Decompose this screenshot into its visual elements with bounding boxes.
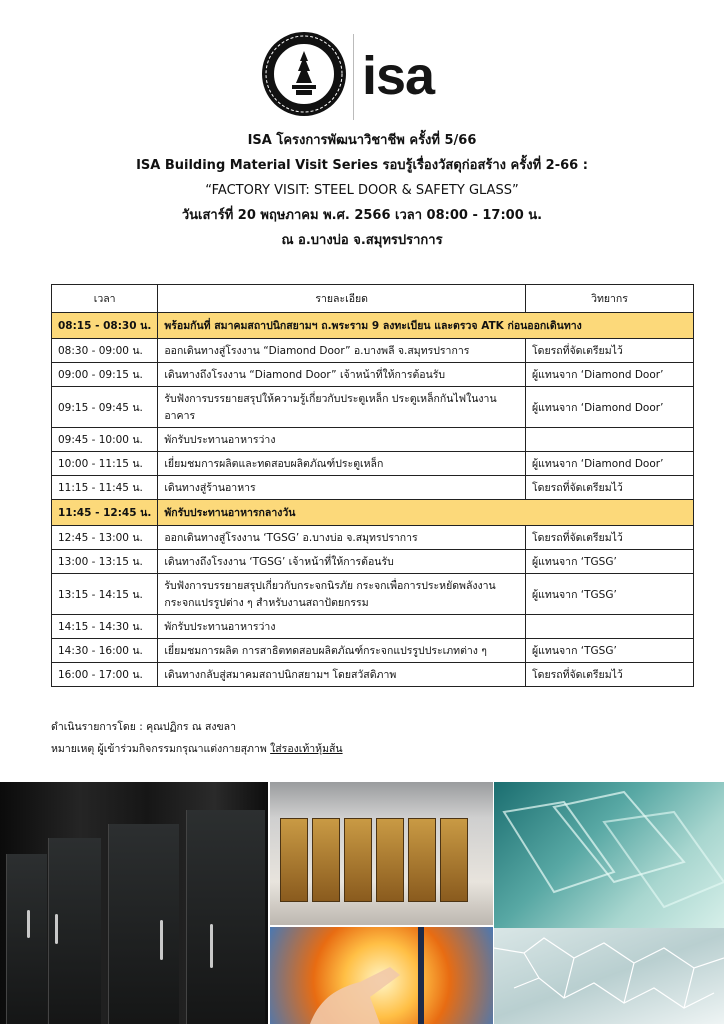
row-detail: เดินทางถึงโรงงาน “Diamond Door” เจ้าหน้าที่ให้การต้อนรับ bbox=[158, 363, 526, 387]
display-door bbox=[280, 818, 308, 902]
row-time: 16:00 - 17:00 น. bbox=[52, 663, 158, 687]
row-time: 13:00 - 13:15 น. bbox=[52, 550, 158, 574]
row-time: 10:00 - 11:15 น. bbox=[52, 452, 158, 476]
row-detail: พักรับประทานอาหารว่าง bbox=[158, 428, 526, 452]
event-heading bbox=[0, 128, 724, 253]
row-detail: เดินทางถึงโรงงาน ‘TGSG’ เจ้าหน้าที่ให้การต้อนรับ bbox=[158, 550, 526, 574]
table-row bbox=[52, 476, 694, 500]
display-door bbox=[440, 818, 468, 902]
notes bbox=[51, 716, 343, 760]
row-speaker bbox=[526, 615, 694, 639]
row-time: 11:45 - 12:45 น. bbox=[52, 500, 158, 526]
table-row bbox=[52, 500, 694, 526]
row-speaker: โดยรถที่จัดเตรียมไว้ bbox=[526, 526, 694, 550]
heading-line-5: ณ อ.บางบ่อ จ.สมุทรปราการ bbox=[281, 233, 443, 248]
row-time: 09:15 - 09:45 น. bbox=[52, 387, 158, 428]
row-detail: ออกเดินทางสู่โรงงาน ‘TGSG’ อ.บางบ่อ จ.สมุทรปราการ bbox=[158, 526, 526, 550]
row-speaker: ผู้แทนจาก ‘TGSG’ bbox=[526, 550, 694, 574]
door-shape bbox=[6, 854, 47, 1024]
table-row bbox=[52, 363, 694, 387]
row-detail: พักรับประทานอาหารว่าง bbox=[158, 615, 526, 639]
host-note: ดำเนินรายการโดย : คุณปฏิกร ณ สงขลา bbox=[51, 721, 237, 733]
row-detail: เยี่ยมชมการผลิตและทดสอบผลิตภัณฑ์ประตูเหล็ก bbox=[158, 452, 526, 476]
row-speaker: โดยรถที่จัดเตรียมไว้ bbox=[526, 476, 694, 500]
row-speaker: ผู้แทนจาก ‘Diamond Door’ bbox=[526, 387, 694, 428]
header-detail: รายละเอียด bbox=[158, 285, 526, 313]
isa-brand-logo: isa bbox=[362, 46, 435, 106]
table-row bbox=[52, 526, 694, 550]
association-seal-icon bbox=[262, 32, 346, 116]
row-speaker: ผู้แทนจาก ‘Diamond Door’ bbox=[526, 363, 694, 387]
glass-panels-photo bbox=[494, 782, 724, 928]
table-row bbox=[52, 339, 694, 363]
row-detail: ออกเดินทางสู่โรงงาน “Diamond Door” อ.บางพลี จ.สมุทรปราการ bbox=[158, 339, 526, 363]
door-handle bbox=[27, 910, 30, 938]
row-time: 09:00 - 09:15 น. bbox=[52, 363, 158, 387]
steel-doors-photo bbox=[0, 782, 268, 1024]
row-detail: พักรับประทานอาหารกลางวัน bbox=[158, 500, 694, 526]
row-time: 12:45 - 13:00 น. bbox=[52, 526, 158, 550]
row-speaker: ผู้แทนจาก ‘TGSG’ bbox=[526, 639, 694, 663]
heading-line-4: วันเสาร์ที่ 20 พฤษภาคม พ.ศ. 2566 เวลา 08:00 - 17:00 น. bbox=[181, 208, 543, 223]
remark-note bbox=[51, 738, 343, 760]
row-detail: เดินทางกลับสู่สมาคมสถาปนิกสยามฯ โดยสวัสดิภาพ bbox=[158, 663, 526, 687]
row-detail: เดินทางสู่ร้านอาหาร bbox=[158, 476, 526, 500]
header-time: เวลา bbox=[52, 285, 158, 313]
heading-line-2: ISA Building Material Visit Series รอบรู้เรื่องวัสดุก่อสร้าง ครั้งที่ 2-66 : bbox=[136, 158, 588, 173]
row-detail: พร้อมกันที่ สมาคมสถาปนิกสยามฯ ถ.พระราม 9 ลงทะเบียน และตรวจ ATK ก่อนออกเดินทาง bbox=[158, 313, 694, 339]
row-speaker: โดยรถที่จัดเตรียมไว้ bbox=[526, 663, 694, 687]
cracked-glass-photo bbox=[494, 928, 724, 1024]
table-row bbox=[52, 452, 694, 476]
schedule-table bbox=[51, 284, 694, 687]
table-header-row bbox=[52, 285, 694, 313]
row-speaker: ผู้แทนจาก ‘Diamond Door’ bbox=[526, 452, 694, 476]
row-speaker: ผู้แทนจาก ‘TGSG’ bbox=[526, 574, 694, 615]
row-time: 08:30 - 09:00 น. bbox=[52, 339, 158, 363]
door-handle bbox=[210, 924, 213, 968]
heading-line-1: ISA โครงการพัฒนาวิชาชีพ ครั้งที่ 5/66 bbox=[247, 133, 477, 148]
table-row bbox=[52, 550, 694, 574]
row-time: 13:15 - 14:15 น. bbox=[52, 574, 158, 615]
factory-interior-photo bbox=[270, 782, 493, 925]
row-detail: รับฟังการบรรยายสรุปให้ความรู้เกี่ยวกับประตูเหล็ก ประตูเหล็กกันไฟในงานอาคาร bbox=[158, 387, 526, 428]
display-door bbox=[312, 818, 340, 902]
logo-header bbox=[0, 32, 724, 124]
header-speaker: วิทยากร bbox=[526, 285, 694, 313]
fire-test-photo bbox=[270, 927, 493, 1024]
table-row bbox=[52, 639, 694, 663]
row-time: 14:30 - 16:00 น. bbox=[52, 639, 158, 663]
table-row bbox=[52, 574, 694, 615]
row-speaker bbox=[526, 428, 694, 452]
row-time: 14:15 - 14:30 น. bbox=[52, 615, 158, 639]
logo-divider bbox=[353, 34, 354, 120]
display-door bbox=[376, 818, 404, 902]
remark-underlined: ใส่รองเท้าหุ้มส้น bbox=[270, 743, 343, 755]
remark-text: หมายเหตุ ผู้เข้าร่วมกิจกรรมกรุณาแต่งกายสุภาพ bbox=[51, 743, 271, 755]
door-shape bbox=[108, 824, 179, 1024]
display-door bbox=[408, 818, 436, 902]
row-detail: รับฟังการบรรยายสรุปเกี่ยวกับกระจกนิรภัย กระจกเพื่อการประหยัดพลังงาน กระจกแปรรูปต่าง ๆ สำหรับงานสถาปัตยกรรม bbox=[158, 574, 526, 615]
row-time: 09:45 - 10:00 น. bbox=[52, 428, 158, 452]
photo-collage bbox=[0, 782, 724, 1024]
display-door bbox=[344, 818, 372, 902]
row-speaker: โดยรถที่จัดเตรียมไว้ bbox=[526, 339, 694, 363]
table-row bbox=[52, 663, 694, 687]
table-row bbox=[52, 428, 694, 452]
door-handle bbox=[160, 920, 163, 960]
door-shape bbox=[186, 810, 265, 1024]
row-time: 11:15 - 11:45 น. bbox=[52, 476, 158, 500]
row-detail: เยี่ยมชมการผลิต การสาธิตทดสอบผลิตภัณฑ์กระจกแปรรูปประเภทต่าง ๆ bbox=[158, 639, 526, 663]
table-row bbox=[52, 615, 694, 639]
table-row bbox=[52, 387, 694, 428]
door-handle bbox=[55, 914, 58, 944]
heading-line-3: “FACTORY VISIT: STEEL DOOR & SAFETY GLASS” bbox=[205, 183, 519, 198]
row-time: 08:15 - 08:30 น. bbox=[52, 313, 158, 339]
table-row bbox=[52, 313, 694, 339]
